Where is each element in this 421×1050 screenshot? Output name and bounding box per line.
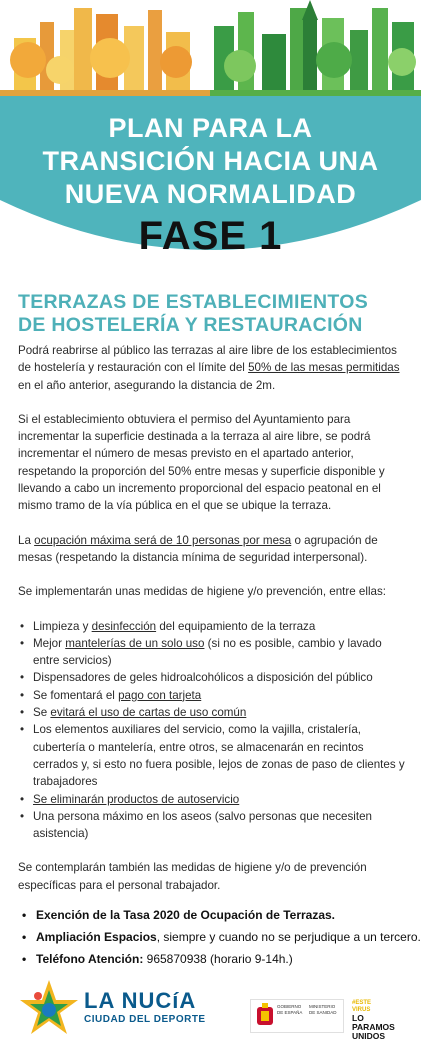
extra-item-phone: • Teléfono Atención: 965870938 (horario 9-14h.)	[22, 948, 417, 970]
la-nucia-logo-text: LA NUCíA	[84, 988, 197, 1013]
closing-paragraph: Se contemplarán también las medidas de higiene y/o de prevención específicas para el personal trabajador.	[18, 861, 367, 892]
extra-item-space: • Ampliación Espacios, siempre y cuando no se perjudique a un tercero.	[22, 926, 417, 948]
gov-right-text: MINISTERIO DE SANIDAD	[309, 1004, 337, 1015]
list-item: • Se eliminarán productos de autoservicio	[18, 791, 408, 808]
list-item: • Los elementos auxiliares del servicio, como la vajilla, cristalería, cubertería o mantelería, entre otros, se almacenarán en recintos cerrados y, si esto no fuera posible, lejos de zonas de paso de clientes y trabajadores	[18, 721, 408, 790]
underlined-text: ocupación máxima será de 10 personas por mesa	[34, 533, 292, 547]
paragraph-occupancy	[18, 532, 408, 567]
measures-intro: Se implementarán unas medidas de higiene y/o prevención, entre ellas:	[18, 585, 386, 599]
header-banner	[0, 0, 421, 285]
text: en el año anterior, asegurando la distancia de 2m.	[18, 378, 276, 392]
list-item: • Mejor mantelerías de un solo uso (si no es posible, cambio y lavado entre servicios)	[18, 635, 408, 670]
green-city-skyline	[214, 0, 416, 98]
section-title-line-2: DE HOSTELERÍA Y RESTAURACIÓN	[18, 314, 363, 336]
coat-of-arms-icon	[254, 1003, 276, 1029]
government-logo	[250, 999, 344, 1033]
paragraph-extension: Si el establecimiento obtuviera el permiso del Ayuntamiento para incrementar la superficie destinada a la terraza al aire libre, se podrá incrementar el número de mesas previsto en el apartado anterior, respetando la proporción del 50% entre mesas y superficie disponible y llevando a cabo un incremento proporcional del espacio peatonal en el mismo tramo de la vía pública en el que se ubique la terraza.	[18, 412, 385, 513]
campaign-big-3: UNIDOS	[352, 1031, 386, 1041]
phase-label: FASE 1	[138, 214, 283, 258]
measures-list	[18, 618, 408, 843]
title-line-3: NUEVA NORMALIDAD	[64, 179, 357, 209]
campaign-small-1: #ESTE	[352, 1000, 372, 1006]
text: Podrá reabrirse al público las terrazas al aire libre de los establecimientos de hostelería y restauración con el límite del	[18, 344, 397, 375]
list-item: • Dispensadores de geles hidroalcohólicos a disposición del público	[18, 669, 408, 686]
main-title	[0, 112, 421, 211]
list-item: • Una persona máximo en los aseos (salvo personas que necesiten asistencia)	[18, 808, 408, 843]
extra-item-tax: • Exención de la Tasa 2020 de Ocupación de Terrazas.	[22, 904, 417, 926]
extra-measures	[22, 904, 421, 970]
list-item: • Se evitará el uso de cartas de uso común	[18, 704, 408, 721]
text: o agrupación de mesas (respetando la distancia mínima de seguridad interpersonal).	[18, 533, 378, 564]
campaign-big-2: PARAMOS	[352, 1022, 395, 1032]
body-text	[18, 342, 408, 894]
section-title	[18, 291, 408, 337]
list-item: • Se fomentará el pago con tarjeta	[18, 687, 408, 704]
campaign-big-1: LO	[352, 1013, 364, 1023]
gov-left-text: GOBIERNO DE ESPAÑA	[277, 1004, 303, 1015]
la-nucia-subtitle: CIUDAD DEL DEPORTE	[84, 1014, 206, 1025]
footer	[0, 970, 421, 1050]
la-nucia-star-icon	[14, 976, 84, 1046]
title-line-2: TRANSICIÓN HACIA UNA	[42, 146, 379, 176]
section-title-line-1: TERRAZAS DE ESTABLECIMIENTOS	[18, 291, 369, 313]
list-item: • Limpieza y desinfección del equipamiento de la terraza	[18, 618, 408, 635]
text: La	[18, 533, 35, 547]
campaign-logo	[352, 1000, 412, 1041]
campaign-small-2: VIRUS	[352, 1007, 371, 1013]
paragraph-capacity	[18, 342, 408, 394]
title-line-1: PLAN PARA LA	[108, 113, 313, 143]
underlined-text: 50% de las mesas permitidas	[248, 361, 400, 375]
